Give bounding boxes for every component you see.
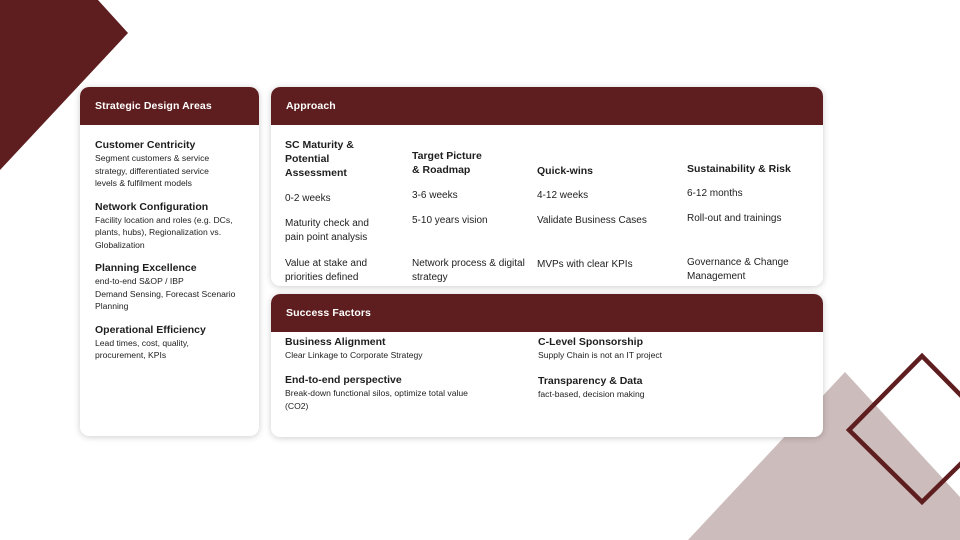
approach-card: [271, 87, 823, 286]
item-title: Transparency & Data: [538, 375, 643, 387]
approach-col-sustainability-step: [687, 212, 782, 226]
success-item-c-level-sponsorship: [538, 335, 808, 362]
item-line: Clear Linkage to Corporate Strategy: [285, 350, 423, 360]
approach-col-maturity-step: [285, 217, 369, 245]
item-title: Business Alignment: [285, 336, 386, 348]
item-title: Operational Efficiency: [95, 323, 206, 336]
item-line: levels & fulfilment models: [95, 178, 192, 188]
step-line: 5-10 years vision: [412, 215, 488, 226]
approach-col-roadmap-outcome: [412, 257, 525, 285]
approach-col-quickwins-title: [537, 164, 593, 178]
item-line: Planning: [95, 301, 129, 311]
item-line: end-to-end S&OP / IBP: [95, 276, 184, 286]
item-line: plants, hubs), Regionalization vs.: [95, 227, 222, 237]
item-line: Segment customers & service: [95, 153, 210, 163]
item-line: strategy, differentiated service: [95, 165, 209, 176]
approach-col-maturity-title: [285, 138, 354, 180]
step-line: Roll-out and trainings: [687, 213, 782, 224]
success-factors-card: [271, 294, 823, 437]
approach-col-quickwins-outcome: [537, 258, 633, 272]
item-line: Lead times, cost, quality,: [95, 337, 189, 348]
approach-col-sustainability-outcome: [687, 256, 789, 284]
col-title-line: Assessment: [285, 167, 347, 179]
item-line: Demand Sensing, Forecast Scenario: [95, 288, 236, 299]
strategic-design-areas-card: [80, 87, 259, 436]
approach-col-roadmap-duration: 3-6 weeks: [412, 190, 458, 201]
item-line: procurement, KPIs: [95, 350, 167, 360]
list-item-network-configuration: [95, 200, 255, 252]
success-item-transparency-data: [538, 374, 808, 401]
col-title-line: Potential: [285, 153, 330, 165]
list-item-operational-efficiency: [95, 323, 255, 362]
outcome-line: priorities defined: [285, 272, 359, 283]
step-line: Maturity check and: [285, 218, 369, 229]
approach-col-sustainability-title: [687, 162, 791, 176]
outcome-line: strategy: [412, 272, 448, 283]
strategic-design-areas-list: [95, 138, 255, 372]
item-title: Customer Centricity: [95, 139, 196, 151]
approach-header: Approach: [271, 87, 823, 125]
item-line: (CO2): [285, 400, 309, 411]
outcome-line: Value at stake and: [285, 258, 368, 269]
item-line: Facility location and roles (e.g. DCs,: [95, 214, 233, 225]
approach-col-sustainability-duration: 6-12 months: [687, 188, 743, 199]
item-line: fact-based, decision making: [538, 389, 645, 399]
outcome-line: Management: [687, 271, 746, 282]
item-line: Supply Chain is not an IT project: [538, 350, 663, 360]
col-title-line: SC Maturity &: [285, 139, 354, 151]
approach-col-roadmap-step: [412, 214, 488, 228]
list-item-planning-excellence: [95, 261, 255, 313]
step-line: pain point analysis: [285, 232, 368, 243]
outcome-line: Network process & digital: [412, 258, 525, 269]
strategic-design-areas-header: Strategic Design Areas: [80, 87, 259, 125]
approach-col-maturity-duration: 0-2 weeks: [285, 193, 331, 204]
item-line: Break-down functional silos, optimize total value: [285, 388, 468, 398]
success-item-end-to-end-perspective: [285, 373, 525, 412]
approach-col-roadmap-title: [412, 149, 482, 177]
success-factors-header: Success Factors: [271, 294, 823, 332]
item-title: End-to-end perspective: [285, 374, 402, 386]
item-title: C-Level Sponsorship: [538, 336, 644, 348]
item-line: Globalization: [95, 239, 145, 250]
col-title-line: Quick-wins: [537, 165, 594, 177]
approach-col-quickwins-duration: 4-12 weeks: [537, 190, 589, 201]
col-title-line: Target Picture: [412, 150, 482, 162]
success-item-business-alignment: [285, 335, 525, 362]
item-title: Planning Excellence: [95, 262, 197, 274]
approach-col-quickwins-step: [537, 214, 647, 228]
list-item-customer-centricity: [95, 138, 255, 190]
col-title-line: Sustainability & Risk: [687, 163, 791, 175]
outcome-line: MVPs with clear KPIs: [537, 259, 633, 270]
col-title-line: & Roadmap: [412, 164, 471, 176]
outcome-line: Governance & Change: [687, 257, 789, 268]
item-title: Network Configuration: [95, 200, 209, 213]
approach-col-maturity-outcome: [285, 257, 367, 285]
step-line: Validate Business Cases: [537, 215, 647, 226]
